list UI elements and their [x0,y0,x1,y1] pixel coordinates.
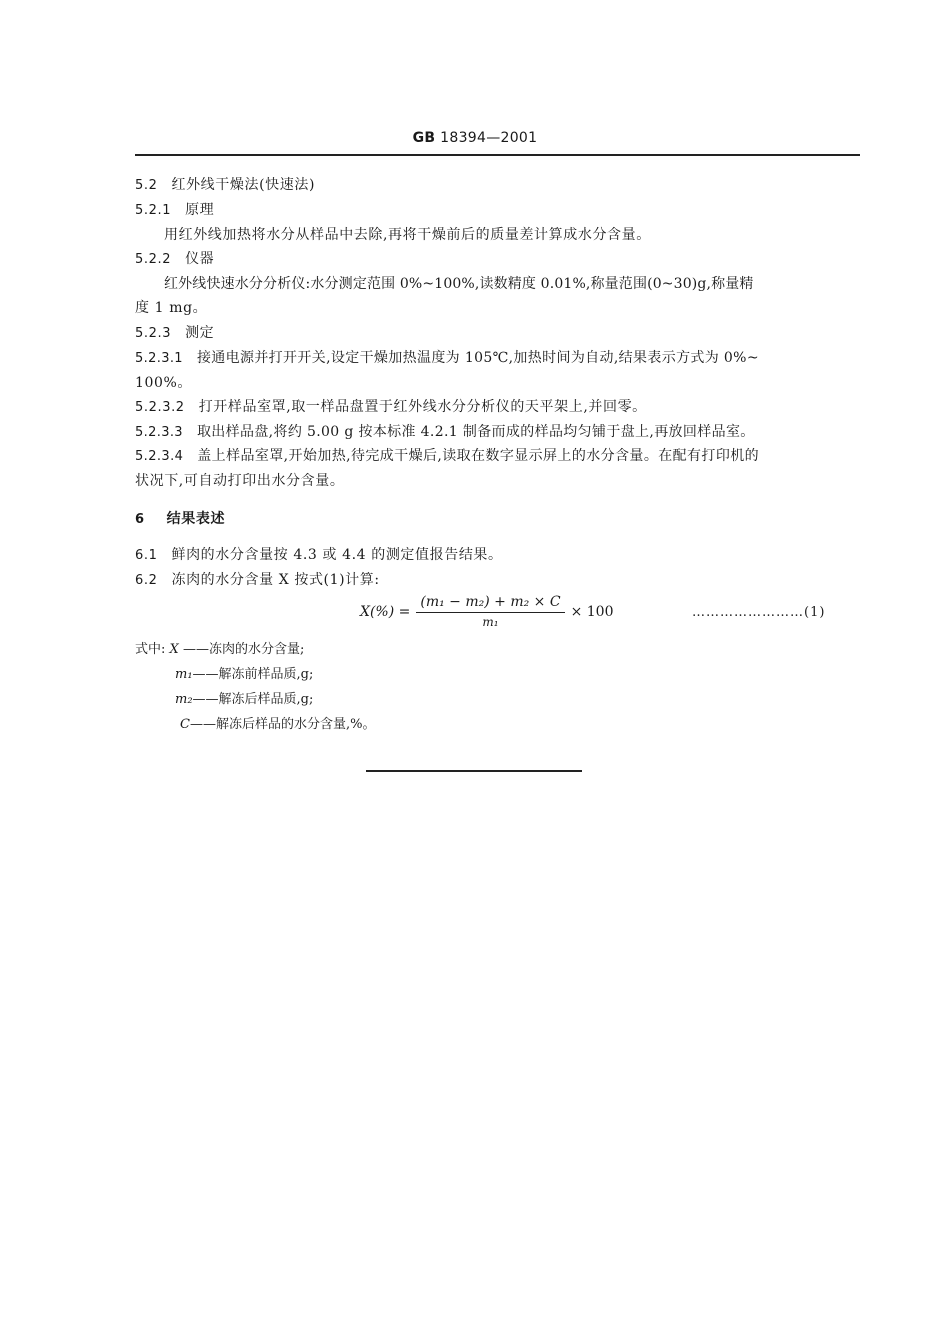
end-of-document-rule [366,770,582,772]
section-6-2 [135,570,380,591]
symbol-definition-m2 [175,690,313,710]
equation-number: ……………………(1) [692,605,826,620]
section-number: 5.2.3 [135,326,172,341]
symbol-definition-c [180,715,375,735]
section-5-2-2-heading [135,249,214,270]
section-5-2-heading [135,175,315,196]
moisture-formula [360,594,613,629]
section-number: 5.2 [135,178,158,193]
step-text: 盖上样品室罩,开始加热,待完成干燥后,读取在数字显示屏上的水分含量。在配有打印机的 [197,448,760,464]
section-5-2-3-heading [135,323,214,344]
section-number: 6.2 [135,573,158,588]
step-5-2-3-3 [135,422,755,443]
symbol-definition-m1 [175,665,313,685]
standard-number: 18394—2001 [440,130,538,146]
paragraph-principle: 用红外线加热将水分从样品中去除,再将干燥前后的质量差计算成水分含量。 [164,227,651,243]
standard-header [0,130,950,146]
symbol-description: ——解冻前样品质,g; [192,667,314,682]
symbols-intro: 式中: [135,642,166,657]
formula-multiplier: × 100 [570,603,614,620]
section-text: 鲜肉的水分含量按 4.3 或 4.4 的测定值报告结果。 [171,547,503,563]
section-number: 5.2.2 [135,252,172,267]
step-number: 5.2.3.4 [135,449,184,464]
standard-prefix: GB [412,130,436,146]
section-6-heading [135,509,225,530]
step-5-2-3-2 [135,397,647,418]
formula-denominator: m₁ [482,615,499,629]
paragraph-instrument-line1: 红外线快速水分分析仪:水分测定范围 0%~100%,读数精度 0.01%,称量范围(0~30)g,称量精 [164,276,754,292]
symbol: m₁ [175,667,193,682]
formula-lhs: X(%) = [360,603,411,620]
section-5-2-1-heading [135,200,214,221]
section-title: 红外线干燥法(快速法) [171,177,316,193]
step-text: 接通电源并打开开关,设定干燥加热温度为 105℃,加热时间为自动,结果表示方式为 0%~ [196,350,759,366]
section-number: 5.2.1 [135,203,172,218]
step-5-2-3-4 [135,446,759,467]
symbol-description: ——解冻后样品质,g; [192,692,314,707]
section-title: 原理 [185,202,215,218]
step-text: 打开样品室罩,取一样品盘置于红外线水分分析仪的天平架上,并回零。 [198,399,647,415]
formula-numerator: (m₁ − m₂) + m₂ × C [416,594,564,613]
formula-fraction [416,594,564,629]
symbol: X [169,642,179,657]
step-text: 取出样品盘,将约 5.00 g 按本标准 4.2.1 制备而成的样品均匀铺于盘上,再放回样品室。 [196,424,755,440]
symbol-description: ——冻肉的水分含量; [182,642,305,657]
step-5-2-3-1 [135,348,759,369]
section-text: 冻肉的水分含量 X 按式(1)计算: [171,572,380,588]
step-5-2-3-1-continued: 100%。 [135,375,193,391]
symbol-description: ——解冻后样品的水分含量,%。 [189,717,376,732]
symbol: C [180,717,190,732]
section-title: 测定 [185,325,215,341]
section-number: 6.1 [135,548,158,563]
paragraph-instrument-line2: 度 1 mg。 [135,300,208,316]
section-number: 6 [135,512,145,527]
section-6-1 [135,545,503,566]
header-rule [135,154,860,156]
step-5-2-3-4-continued: 状况下,可自动打印出水分含量。 [135,473,345,489]
step-number: 5.2.3.1 [135,351,183,366]
section-title: 结果表述 [166,511,226,527]
symbol: m₂ [175,692,193,707]
symbol-definition-x [135,640,304,660]
step-number: 5.2.3.3 [135,425,183,440]
section-title: 仪器 [185,251,215,267]
step-number: 5.2.3.2 [135,400,185,415]
